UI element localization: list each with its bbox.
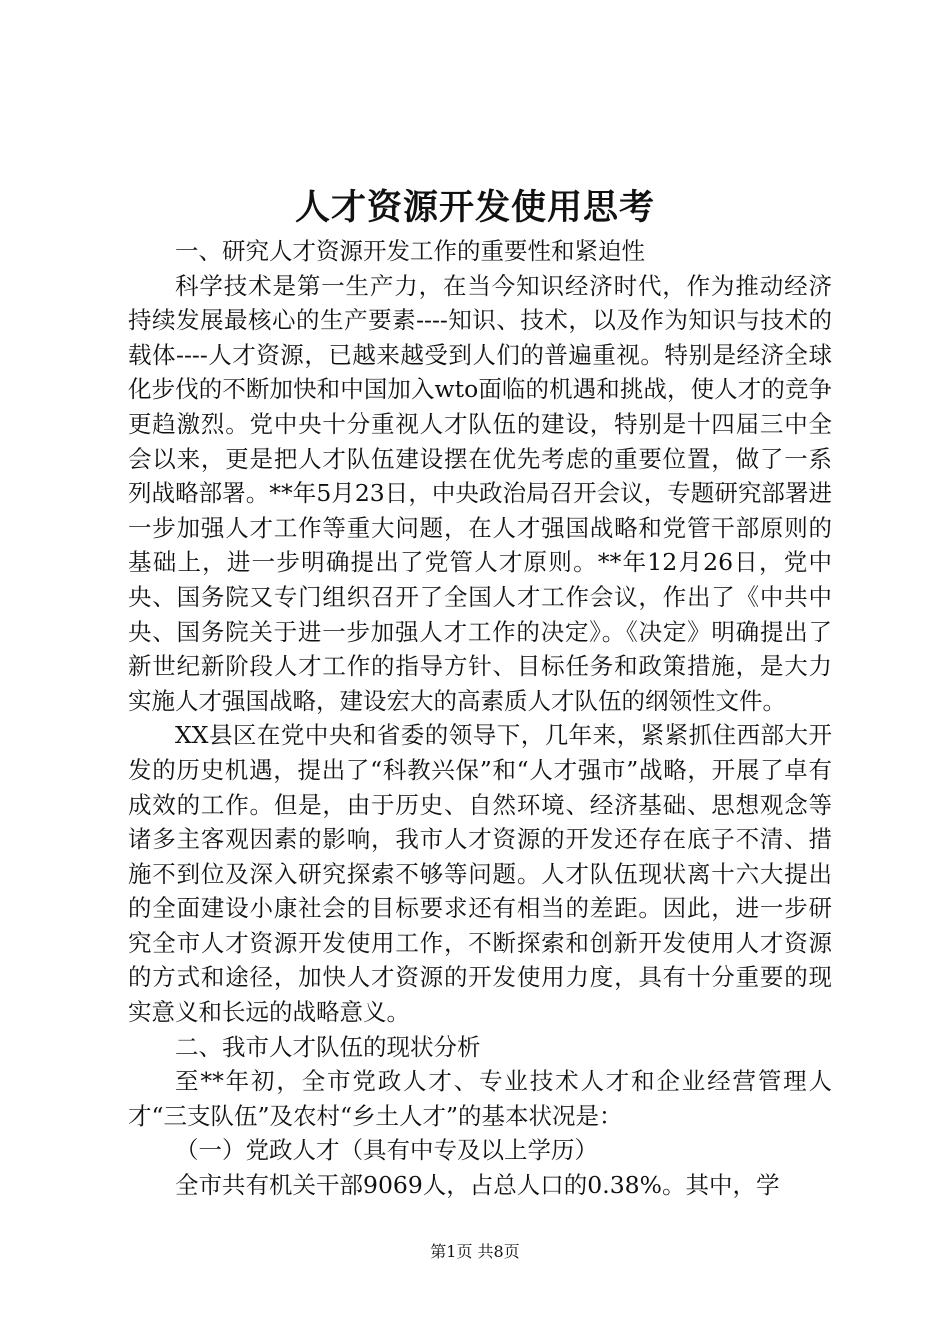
section-heading-2: 二、我市人才队伍的现状分析 — [175, 1032, 481, 1061]
document-title: 人才资源开发使用思考 — [294, 187, 655, 228]
document-body — [128, 234, 832, 1203]
paragraph-3: 至**年初，全市党政人才、专业技术人才和企业经营管理人才“三支队伍”及农村“乡土人才”的基本状况是： — [128, 1067, 832, 1130]
page-footer: 第1页 共8页 — [430, 1242, 520, 1261]
paragraph-2: XX县区在党中央和省委的领导下，几年来，紧紧抓住西部大开发的历史机遇，提出了“科教兴保”和“人才强市”战略，开展了卓有成效的工作。但是，由于历史、自然环境、经济基础、思想观念等诸多主客观因素的影响，我市人才资源的开发还存在底子不清、措施不到位及深入研究探索不够等问题。人才队伍现状离十六大提出的全面建设小康社会的目标要求还有相当的差距。因此，进一步研究全市人才资源开发使用工作，不断探索和创新开发使用人才资源的方式和途径，加快人才资源的开发使用力度，具有十分重要的现实意义和长远的战略意义。 — [128, 721, 832, 1027]
subsection-heading-1: （一）党政人才（具有中专及以上学历） — [175, 1136, 598, 1165]
section-heading-1: 一、研究人才资源开发工作的重要性和紧迫性 — [175, 237, 645, 265]
paragraph-4: 全市共有机关干部9069人，占总人口的0.38%。其中，学 — [175, 1171, 780, 1200]
paragraph-1: 科学技术是第一生产力，在当今知识经济时代，作为推动经济持续发展最核心的生产要素----知识、技术，以及作为知识与技术的载体----人才资源，已越来越受到人们的普遍重视。特别是经济全球化步伐的不断加快和中国加入wto面临的机遇和挑战，使人才的竞争更趋激烈。党中央十分重视人才队伍的建设，特别是十四届三中全会以来，更是把人才队伍建设摆在优先考虑的重要位置，做了一系列战略部署。**年5月23日，中央政治局召开会议，专题研究部署进一步加强人才工作等重大问题，在人才强国战略和党管干部原则的基础上，进一步明确提出了党管人才原则。**年12月26日，党中央、国务院又专门组织召开了全国人才工作会议，作出了《中共中央、国务院关于进一步加强人才工作的决定》。《决定》明确提出了新世纪新阶段人才工作的指导方针、目标任务和政策措施，是大力实施人才强国战略，建设宏大的高素质人才队伍的纲领性文件。 — [128, 271, 832, 715]
